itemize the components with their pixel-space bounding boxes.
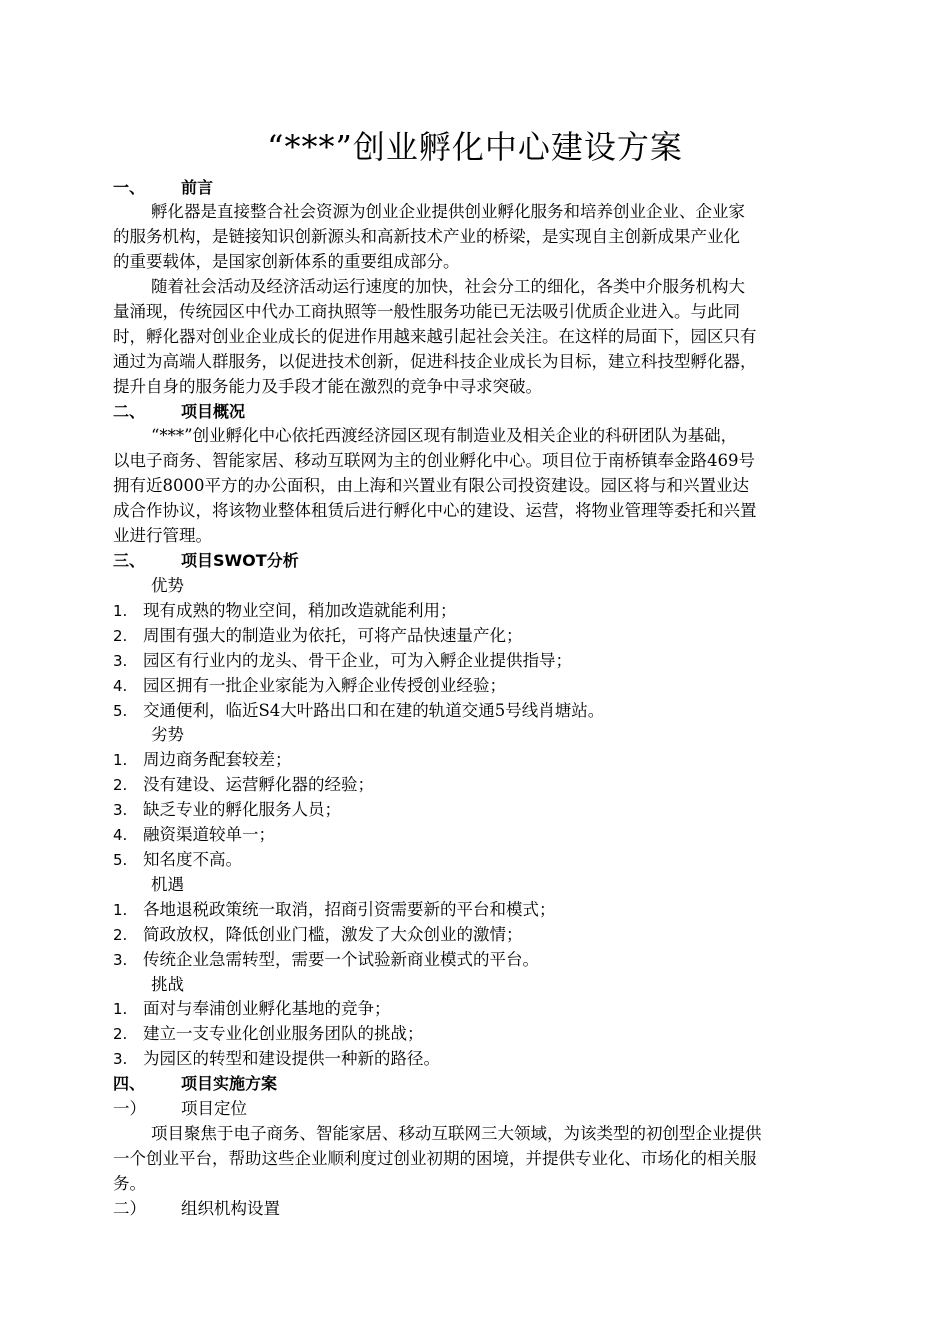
list-item [113, 673, 506, 699]
section-title: 项目概况 [181, 402, 246, 421]
section-title: 项目SWOT分析 [181, 551, 299, 570]
list-item [113, 1021, 424, 1047]
paragraph-line: 提升自身的服务能力及手段才能在激烈的竞争中寻求突破。 [113, 377, 542, 396]
list-item [113, 897, 556, 923]
list-item [113, 996, 391, 1022]
paragraph-line: 业进行管理。 [113, 526, 212, 545]
list-text: 周边商务配套较差； [143, 750, 292, 769]
list-item [113, 797, 341, 823]
paragraph-line: 孵化器是直接整合社会资源为创业企业提供创业孵化服务和培养创业企业、企业家 [151, 202, 745, 221]
list-text: 周围有强大的制造业为依托，可将产品快速量产化； [143, 626, 523, 645]
list-number: 5. [113, 851, 128, 869]
paragraph-line: 量涌现，传统园区中代办工商执照等一般性服务功能已无法吸引优质企业进入。与此同 [113, 302, 740, 321]
paragraph-line: 成合作协议，将该物业整体租赁后进行孵化中心的建设、运营，将物业管理等委托和兴置 [113, 501, 757, 520]
list-item [113, 772, 374, 798]
list-item [113, 623, 523, 649]
list-number: 2. [113, 627, 128, 645]
list-number: 3. [113, 951, 128, 969]
list-number: 1. [113, 901, 128, 919]
section-number: 一、 [113, 178, 146, 197]
section-heading-overview [113, 399, 245, 424]
swot-label-threats: 挑战 [151, 975, 184, 994]
list-text: 交通便利，临近S4大叶路出口和在建的轨道交通5号线肖塘站。 [143, 701, 605, 720]
list-text: 知名度不高。 [143, 850, 242, 869]
section-heading-swot [113, 548, 299, 573]
list-number: 1. [113, 602, 128, 620]
list-item [113, 747, 292, 773]
paragraph-line: 项目聚焦于电子商务、智能家居、移动互联网三大领域，为该类型的初创型企业提供 [151, 1124, 762, 1143]
list-text: 传统企业急需转型，需要一个试验新商业模式的平台。 [143, 950, 539, 969]
list-item [113, 922, 523, 948]
list-item [113, 822, 275, 848]
subsection-number: 一） [113, 1099, 146, 1118]
list-text: 没有建设、运营孵化器的经验； [143, 775, 374, 794]
list-text: 面对与奉浦创业孵化基地的竞争； [143, 999, 391, 1018]
section-number: 二、 [113, 402, 146, 421]
paragraph-line: 通过为高端人群服务，以促进技术创新，促进科技企业成长为目标，建立科技型孵化器， [113, 352, 757, 371]
list-number: 3. [113, 652, 128, 670]
paragraph-line: 以电子商务、智能家居、移动互联网为主的创业孵化中心。项目位于南桥镇奉金路469号 [113, 451, 755, 470]
swot-label-weaknesses: 劣势 [151, 725, 184, 744]
subsection-heading-positioning [113, 1096, 247, 1121]
subsection-title: 组织机构设置 [181, 1199, 280, 1218]
paragraph-line: 时，孵化器对创业企业成长的促进作用越来越引起社会关注。在这样的局面下，园区只有 [113, 327, 757, 346]
paragraph-line: 拥有近8000平方的办公面积，由上海和兴置业有限公司投资建设。园区将与和兴置业达 [113, 476, 749, 495]
subsection-title: 项目定位 [181, 1099, 247, 1118]
paragraph-line: 务。 [113, 1174, 146, 1193]
document-title: “***”创业孵化中心建设方案 [267, 128, 683, 166]
section-title: 项目实施方案 [181, 1074, 278, 1093]
list-text: 园区拥有一批企业家能为入孵企业传授创业经验； [143, 676, 506, 695]
list-item [113, 1046, 440, 1072]
paragraph-line: 一个创业平台，帮助这些企业顺利度过创业初期的困境，并提供专业化、市场化的相关服 [113, 1149, 757, 1168]
list-text: 缺乏专业的孵化服务人员； [143, 800, 341, 819]
section-number: 三、 [113, 551, 146, 570]
swot-label-strengths: 优势 [151, 576, 184, 595]
subsection-number: 二） [113, 1199, 146, 1218]
list-item [113, 598, 457, 624]
list-number: 1. [113, 1000, 128, 1018]
list-number: 4. [113, 677, 128, 695]
section-number: 四、 [113, 1074, 146, 1093]
list-item [113, 648, 572, 674]
paragraph-line: “***”创业孵化中心依托西渡经济园区现有制造业及相关企业的科研团队为基础， [151, 426, 738, 445]
section-title: 前言 [181, 178, 214, 197]
list-text: 融资渠道较单一； [143, 825, 275, 844]
swot-label-opportunities: 机遇 [151, 875, 184, 894]
subsection-heading-organization [113, 1196, 280, 1221]
list-number: 2. [113, 1025, 128, 1043]
list-text: 各地退税政策统一取消，招商引资需要新的平台和模式； [143, 900, 556, 919]
paragraph-line: 随着社会活动及经济活动运行速度的加快，社会分工的细化，各类中介服务机构大 [151, 277, 745, 296]
list-number: 3. [113, 1050, 128, 1068]
list-text: 简政放权，降低创业门槛，激发了大众创业的激情； [143, 925, 523, 944]
list-text: 园区有行业内的龙头、骨干企业，可为入孵企业提供指导； [143, 651, 572, 670]
list-text: 建立一支专业化创业服务团队的挑战； [143, 1024, 424, 1043]
list-number: 1. [113, 751, 128, 769]
section-heading-implementation [113, 1071, 277, 1096]
list-number: 2. [113, 776, 128, 794]
list-number: 2. [113, 926, 128, 944]
list-item [113, 847, 242, 873]
section-heading-preface [113, 175, 213, 200]
list-number: 4. [113, 826, 128, 844]
list-text: 为园区的转型和建设提供一种新的路径。 [143, 1049, 440, 1068]
list-text: 现有成熟的物业空间，稍加改造就能利用； [143, 601, 457, 620]
list-number: 3. [113, 801, 128, 819]
list-item [113, 698, 604, 724]
list-number: 5. [113, 702, 128, 720]
paragraph-line: 的服务机构，是链接知识创新源头和高新技术产业的桥梁，是实现自主创新成果产业化 [113, 227, 740, 246]
list-item [113, 947, 539, 973]
paragraph-line: 的重要载体，是国家创新体系的重要组成部分。 [113, 252, 460, 271]
